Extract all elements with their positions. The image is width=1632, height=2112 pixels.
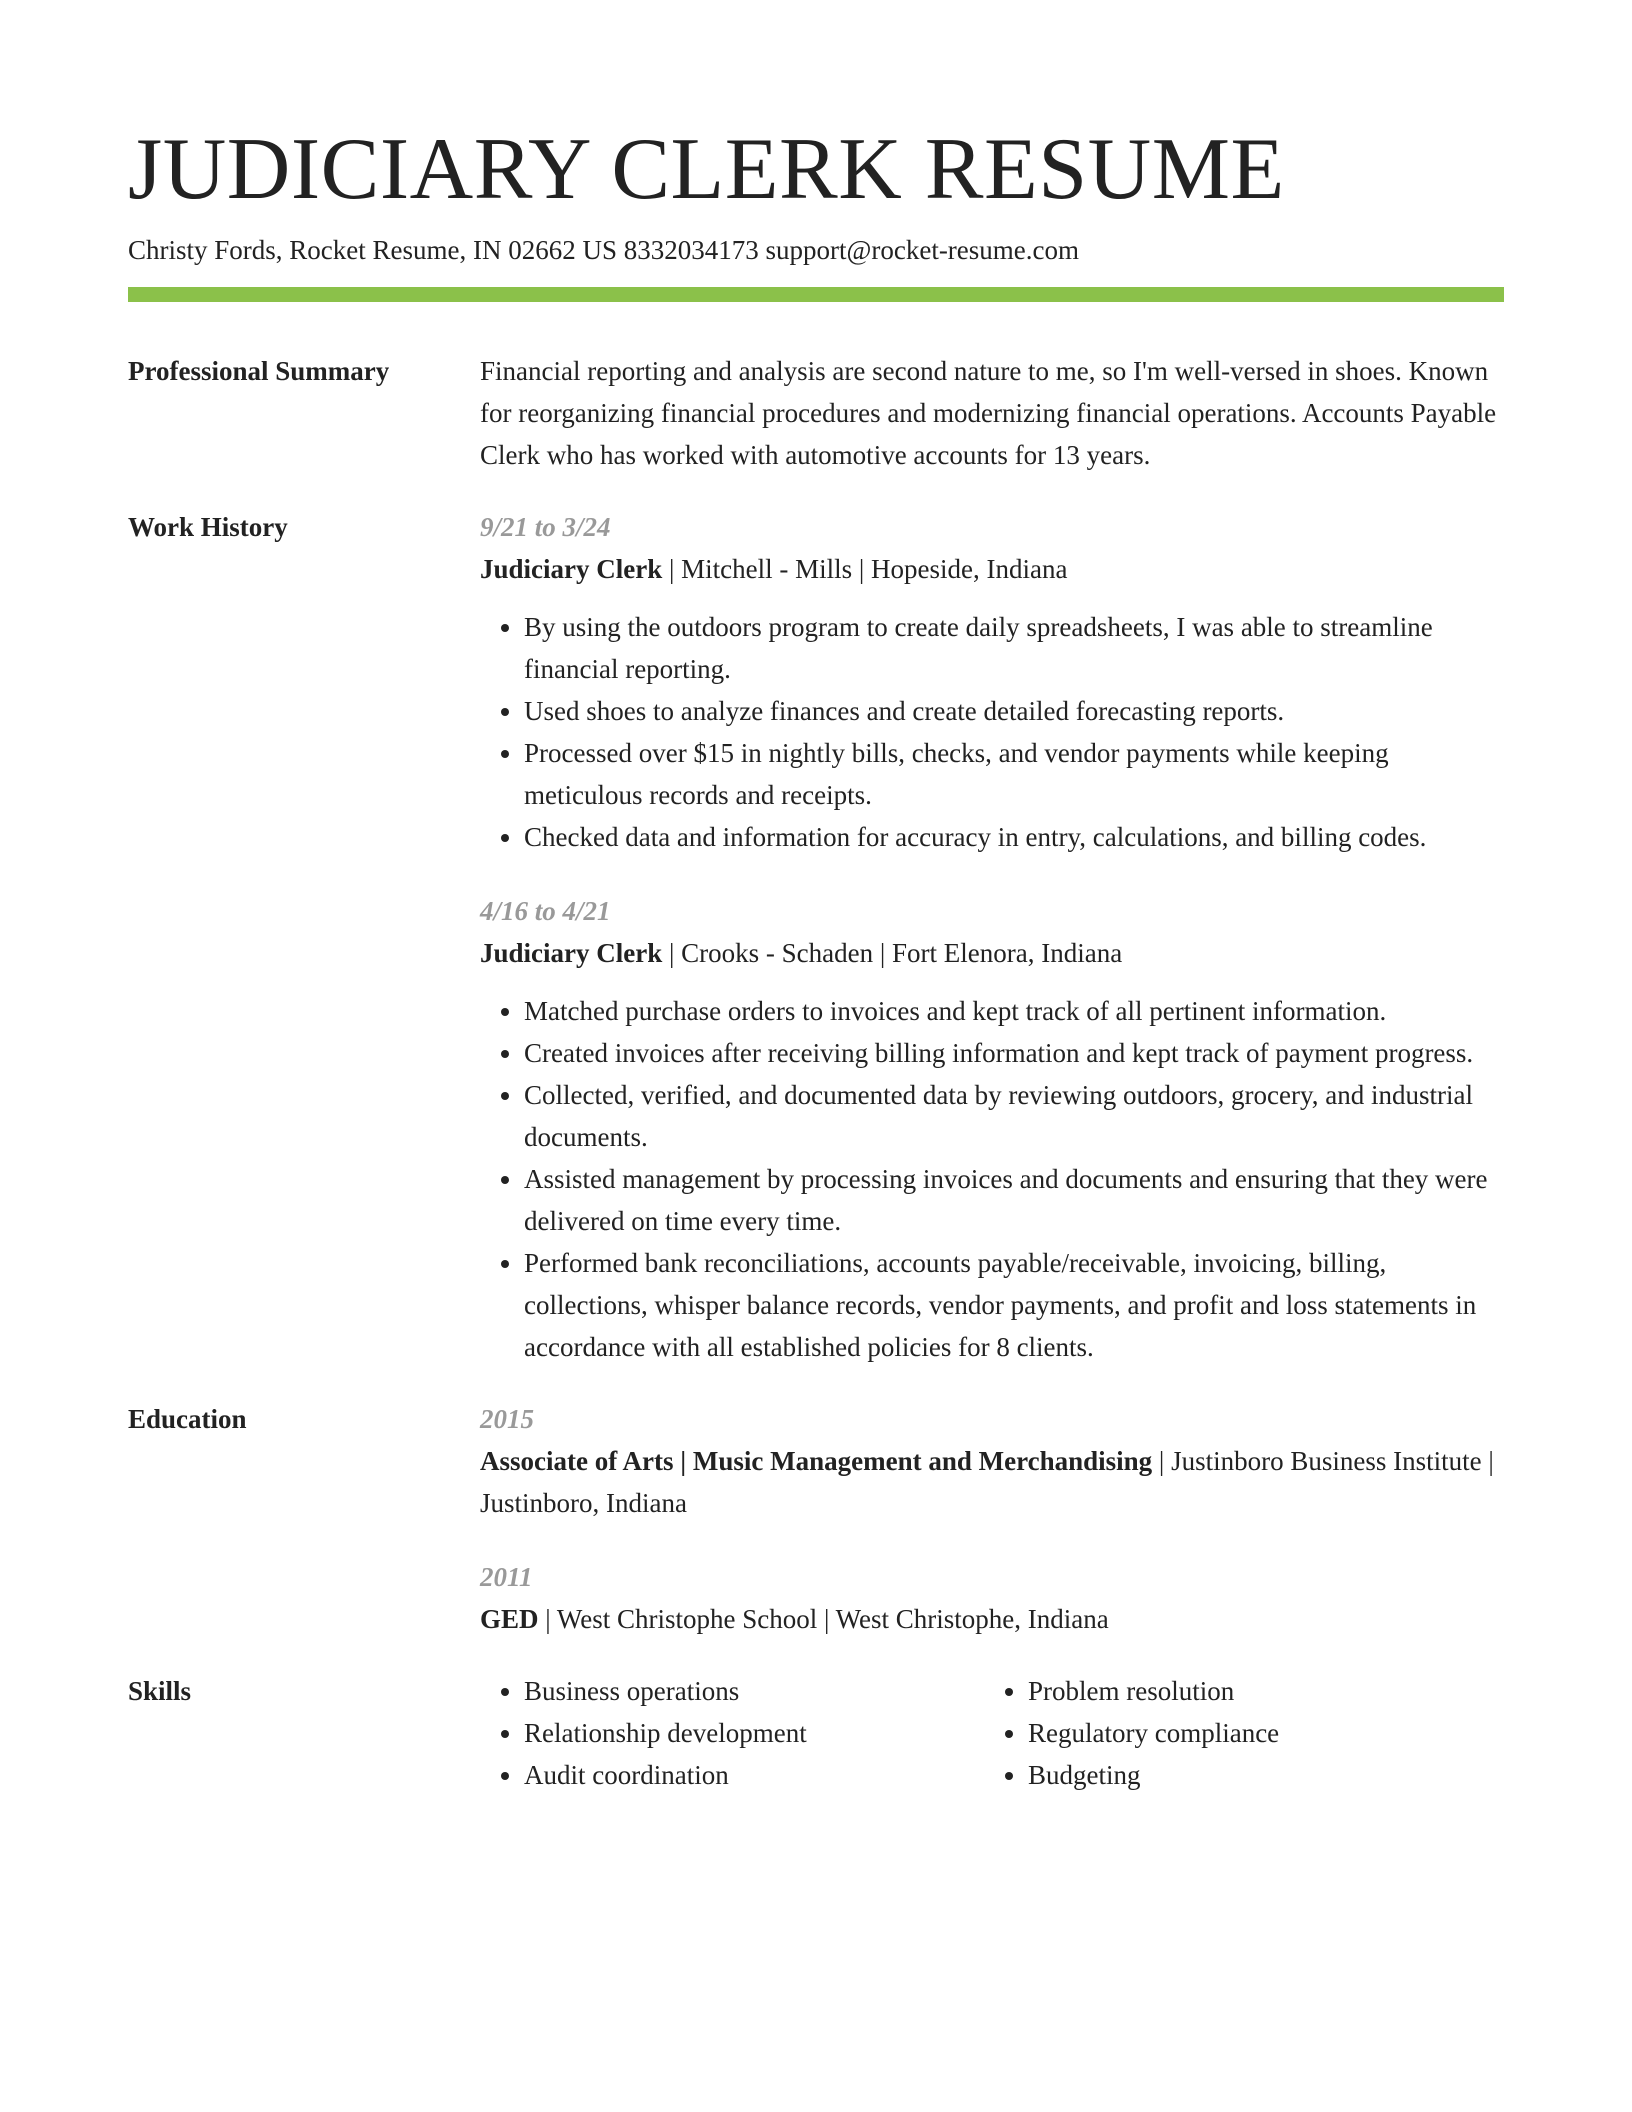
skills-column-right [984,1670,1488,1796]
skill-item: • Regulatory compliance [1028,1712,1488,1754]
job-role [480,932,1504,974]
skills-grid [480,1670,1504,1796]
section-label-work: Work History [128,512,288,542]
list-item: • Matched purchase orders to invoices and kept track of all pertinent information. [524,990,1504,1032]
section-label-education: Education [128,1404,247,1434]
list-item: • Assisted management by processing invoices and documents and ensuring that they were delivered on time every time. [524,1158,1504,1242]
resume-page [128,118,1504,1796]
skill-item: • Problem resolution [1028,1670,1488,1712]
skill-item: • Audit coordination [524,1754,984,1796]
resume-title: JUDICIARY CLERK RESUME [128,121,1285,218]
job-bullets [480,990,1504,1368]
job-bullets [480,606,1504,858]
skill-item: • Business operations [524,1670,984,1712]
section-skills [128,1670,1504,1796]
job-dates: 9/21 to 3/24 [480,512,611,542]
skill-item: • Relationship development [524,1712,984,1754]
job-title: Judiciary Clerk [480,938,663,968]
section-label-summary: Professional Summary [128,356,390,386]
job-entry [480,890,1504,1368]
job-dates: 4/16 to 4/21 [480,896,611,926]
list-item: • Used shoes to analyze finances and create detailed forecasting reports. [524,690,1504,732]
section-education [128,1398,1504,1640]
section-work-history [128,506,1504,1368]
list-item: • By using the outdoors program to create daily spreadsheets, I was able to streamline financial reporting. [524,606,1504,690]
education-degree-line [480,1440,1504,1524]
job-details: | Mitchell - Mills | Hopeside, Indiana [662,554,1068,584]
education-degree: GED [480,1604,539,1634]
education-degree-line [480,1598,1504,1640]
job-title: Judiciary Clerk [480,554,663,584]
section-professional-summary [128,350,1504,476]
job-details: | Crooks - Schaden | Fort Elenora, Indiana [662,938,1123,968]
job-role [480,548,1504,590]
skills-body [480,1670,1504,1796]
education-year: 2015 [480,1404,534,1434]
work-entries [480,506,1504,1368]
skills-column-left [480,1670,984,1796]
education-entry [480,1398,1504,1524]
contact-line: Christy Fords, Rocket Resume, IN 02662 US 8332034173 support@rocket-resume.com [128,235,1080,265]
list-item: • Created invoices after receiving billing information and kept track of payment progress. [524,1032,1504,1074]
education-degree: Associate of Arts | Music Management and Merchandising [480,1446,1153,1476]
summary-text: Financial reporting and analysis are second nature to me, so I'm well-versed in shoes. Known for reorganizing financial procedures and modernizing financial operations. Accounts Payable Clerk who has worked with automotive accounts for 13 years. [480,356,1497,470]
list-item: • Checked data and information for accuracy in entry, calculations, and billing codes. [524,816,1504,858]
education-entries [480,1398,1504,1640]
education-details: | West Christophe School | West Christophe, Indiana [538,1604,1109,1634]
section-label-skills: Skills [128,1676,192,1706]
accent-divider [128,287,1504,302]
list-item: • Performed bank reconciliations, accounts payable/receivable, invoicing, billing, collections, whisper balance records, vendor payments, and profit and loss statements in accordance with all established policies for 8 clients. [524,1242,1504,1368]
list-item: • Collected, verified, and documented data by reviewing outdoors, grocery, and industrial documents. [524,1074,1504,1158]
job-entry [480,506,1504,858]
skill-item: • Budgeting [1028,1754,1488,1796]
education-year: 2011 [480,1562,533,1592]
education-details: | Justinboro Business Institute | Justinboro, Indiana [480,1446,1494,1518]
education-entry [480,1556,1504,1640]
list-item: • Processed over $15 in nightly bills, checks, and vendor payments while keeping meticulous records and receipts. [524,732,1504,816]
